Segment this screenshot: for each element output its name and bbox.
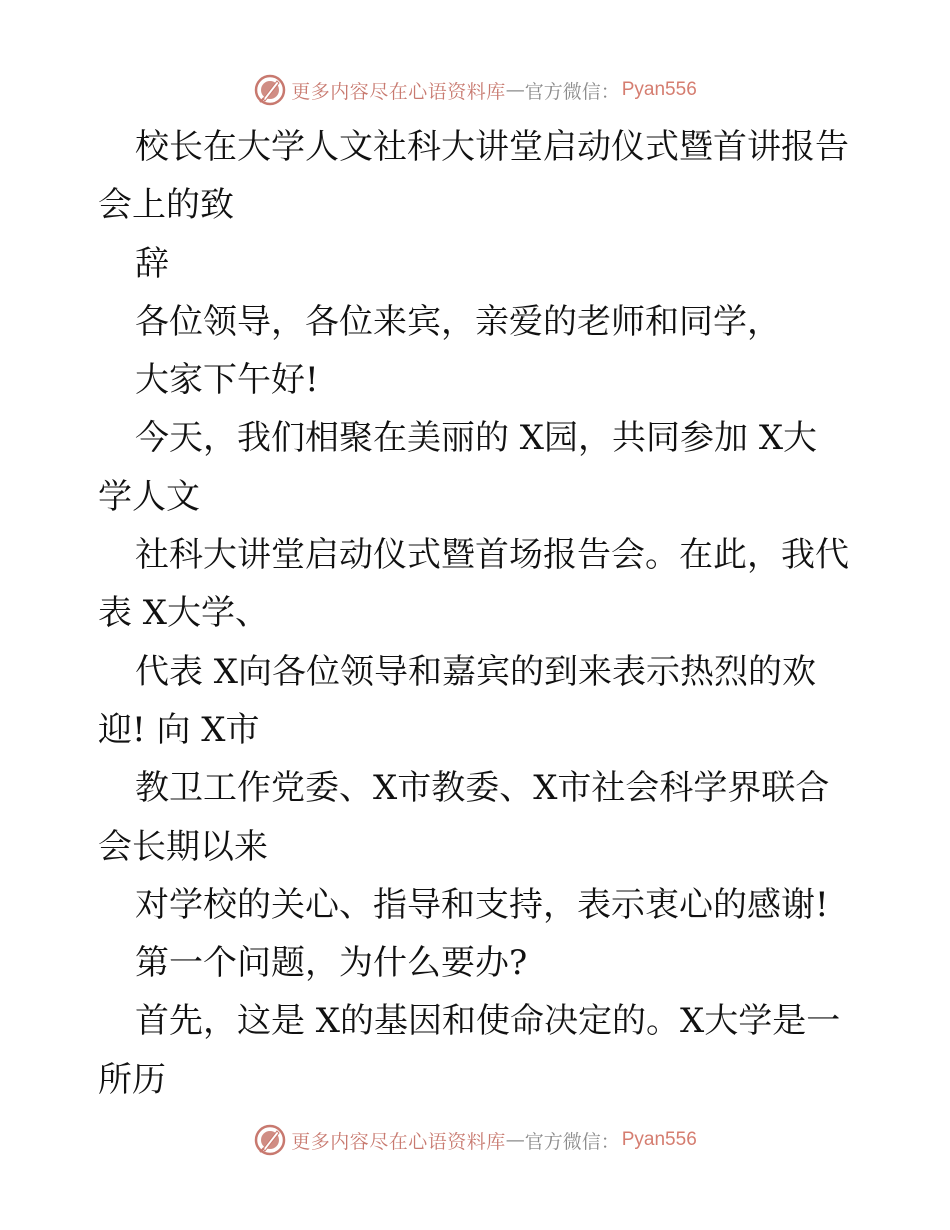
watermark-official-label: 官方微信： bbox=[524, 80, 620, 103]
watermark-separator: — bbox=[505, 1129, 525, 1151]
quill-pen-logo-icon bbox=[253, 1123, 287, 1157]
text-line: 各位领导，各位来宾，亲爱的老师和同学， bbox=[135, 301, 781, 342]
watermark-brand: 更多内容尽在心语资料库 bbox=[291, 80, 506, 103]
text-line: 社科大讲堂启动仪式暨首场报告会。在此，我代 bbox=[135, 535, 849, 576]
document-body bbox=[98, 118, 858, 1109]
watermark-official-label: 官方微信： bbox=[524, 1130, 620, 1153]
text-line: 对学校的关心、指导和支持，表示衷心的感谢! bbox=[135, 884, 829, 925]
text-line: 会上的致 bbox=[98, 185, 234, 226]
text-line: 教卫工作党委、X市教委、X市社会科学界联合 bbox=[135, 768, 830, 809]
text-line: 第一个问题，为什么要办? bbox=[135, 943, 528, 984]
footer-watermark bbox=[0, 1120, 950, 1160]
text-line: 会长期以来 bbox=[98, 826, 268, 867]
header-watermark bbox=[0, 70, 950, 110]
text-line: 辞 bbox=[135, 243, 169, 284]
quill-pen-logo-icon bbox=[253, 73, 287, 107]
text-line: 代表 X向各位领导和嘉宾的到来表示热烈的欢 bbox=[135, 651, 817, 692]
text-line: 表 X大学、 bbox=[98, 593, 270, 634]
text-line: 所历 bbox=[98, 1059, 166, 1100]
text-line: 首先，这是 X的基因和使命决定的。X大学是一 bbox=[135, 1001, 841, 1042]
watermark-brand: 更多内容尽在心语资料库 bbox=[291, 1130, 506, 1153]
watermark-wechat-id: Pyan556 bbox=[621, 1129, 697, 1150]
text-line: 大家下午好! bbox=[135, 360, 319, 401]
text-line: 迎! 向 X市 bbox=[98, 709, 260, 750]
watermark-separator: — bbox=[505, 79, 525, 101]
text-line: 今天，我们相聚在美丽的 X园，共同参加 X大 bbox=[135, 418, 818, 459]
watermark-wechat-id: Pyan556 bbox=[621, 79, 697, 100]
text-line: 学人文 bbox=[98, 476, 200, 517]
text-line: 校长在大学人文社科大讲堂启动仪式暨首讲报告 bbox=[135, 127, 849, 167]
